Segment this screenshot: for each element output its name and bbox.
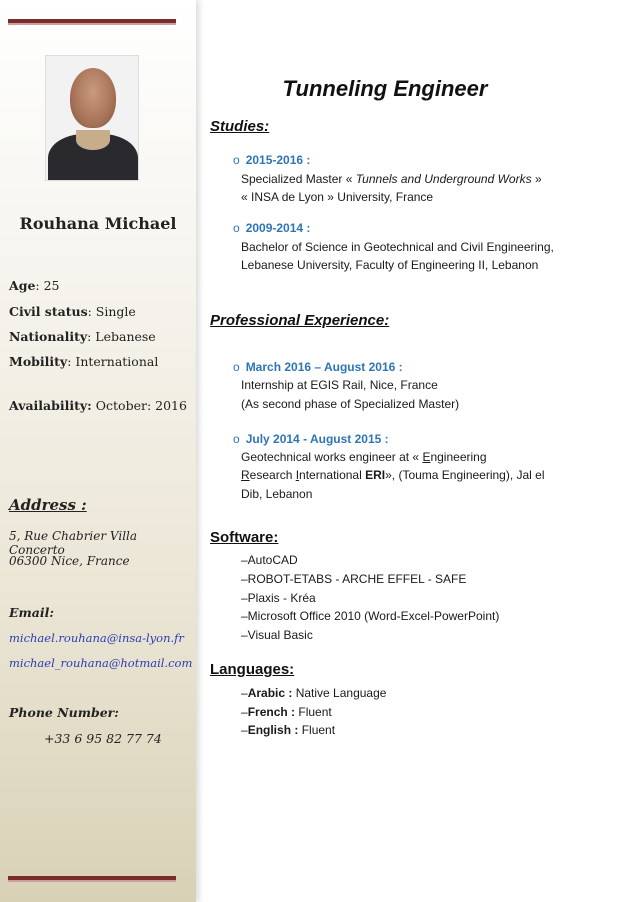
civil-status-line: [9, 304, 136, 319]
exp-2-line-1b: E: [422, 450, 431, 464]
experience-heading: Professional Experience:: [210, 312, 390, 329]
bullet-circle-icon: o: [233, 153, 240, 167]
availability-line: [9, 398, 187, 413]
exp-2-line-2d: nternational: [299, 468, 366, 482]
language-level: Fluent: [295, 705, 332, 719]
mobility-value: : International: [67, 354, 159, 369]
study-2-line-1: Bachelor of Science in Geotechnical and Civil Engineering,: [241, 240, 554, 254]
exp-2-line-2f: », (Touma Engineering), Jal el: [385, 468, 545, 482]
availability-value: October: 2016: [95, 398, 187, 413]
exp-2-line-1a: Geotechnical works engineer at «: [241, 450, 423, 464]
exp-2-line-2a: R: [241, 468, 250, 482]
exp-2-line-2c: I: [295, 468, 300, 482]
language-level: Fluent: [298, 723, 336, 737]
exp-1-date: [233, 360, 403, 374]
phone-label: Phone Number:: [9, 705, 119, 720]
exp-2-line-3: Dib, Lebanon: [241, 487, 313, 501]
bottom-rule: [8, 876, 176, 882]
address-line-2: 06300 Nice, France: [9, 554, 130, 568]
civil-status-label: Civil status: [9, 304, 88, 319]
phone-value: +33 6 95 82 77 74: [44, 731, 162, 746]
nationality-value: : Lebanese: [87, 329, 156, 344]
dash: –: [241, 705, 248, 719]
exp-2-line-2b: esearch: [249, 468, 296, 482]
dash: –: [241, 723, 248, 737]
mobility-label: Mobility: [9, 354, 68, 369]
language-name: English :: [247, 723, 299, 737]
age-label: Age: [9, 278, 36, 293]
software-item: –AutoCAD: [241, 553, 298, 567]
exp-2-date: [233, 432, 389, 446]
study-2-line-2: Lebanese University, Faculty of Engineering II, Lebanon: [241, 258, 539, 272]
job-title: Tunneling Engineer: [282, 76, 488, 101]
bullet-circle-icon: o: [233, 432, 240, 446]
exp-2-line-2: [241, 468, 545, 482]
study-1-program: Tunnels and Underground Works: [355, 172, 532, 186]
software-item: –Plaxis - Kréa: [241, 591, 316, 605]
mobility-line: [9, 354, 158, 369]
top-rule: [8, 19, 176, 25]
language-item: [241, 723, 335, 737]
software-item: –Microsoft Office 2010 (Word-Excel-PowerPoint): [241, 609, 500, 623]
studies-heading: Studies:: [210, 118, 270, 135]
exp-2-line-1c: ngineering: [430, 450, 487, 464]
age-value: : 25: [35, 278, 60, 293]
software-heading: Software:: [210, 529, 279, 546]
exp-1-date-text: March 2016 – August 2016 :: [245, 360, 403, 374]
address-heading: Address :: [9, 496, 87, 514]
email-link-1[interactable]: michael.rouhana@insa-lyon.fr: [9, 631, 184, 645]
exp-1-line-1: Internship at EGIS Rail, Nice, France: [241, 378, 438, 392]
study-1-line-1a: Specialized Master «: [241, 172, 356, 186]
software-item: –ROBOT-ETABS - ARCHE EFFEL - SAFE: [241, 572, 467, 586]
study-1-date-text: 2015-2016 :: [245, 153, 311, 167]
study-1-line-1: [241, 172, 542, 186]
email-label: Email:: [9, 605, 54, 620]
languages-heading: Languages:: [210, 661, 295, 678]
language-name: Arabic :: [247, 686, 293, 700]
sidebar: [0, 0, 196, 902]
nationality-label: Nationality: [9, 329, 88, 344]
software-item: –Visual Basic: [241, 628, 313, 642]
study-1-date: [233, 153, 310, 167]
bullet-circle-icon: o: [233, 221, 240, 235]
language-item: [241, 705, 332, 719]
language-item: [241, 686, 386, 700]
candidate-name: Rouhana Michael: [19, 214, 177, 233]
exp-1-line-2: (As second phase of Specialized Master): [241, 397, 460, 411]
civil-status-value: : Single: [87, 304, 136, 319]
address-line-1: 5, Rue Chabrier Villa Concerto: [9, 529, 138, 557]
study-1-line-1c: »: [531, 172, 542, 186]
dash: –: [241, 686, 248, 700]
nationality-line: [9, 329, 156, 344]
language-level: Native Language: [292, 686, 387, 700]
profile-photo: [45, 55, 139, 181]
study-2-date: [233, 221, 310, 235]
exp-2-date-text: July 2014 - August 2015 :: [245, 432, 389, 446]
bullet-circle-icon: o: [233, 360, 240, 374]
language-name: French :: [247, 705, 296, 719]
availability-label: Availability:: [9, 398, 92, 413]
email-link-2[interactable]: michael_rouhana@hotmail.com: [9, 656, 193, 670]
study-2-date-text: 2009-2014 :: [245, 221, 311, 235]
exp-2-line-2e: ERI: [365, 468, 386, 482]
age-line: [9, 278, 60, 293]
study-1-line-2: « INSA de Lyon » University, France: [241, 190, 434, 204]
exp-2-line-1: [241, 450, 487, 464]
